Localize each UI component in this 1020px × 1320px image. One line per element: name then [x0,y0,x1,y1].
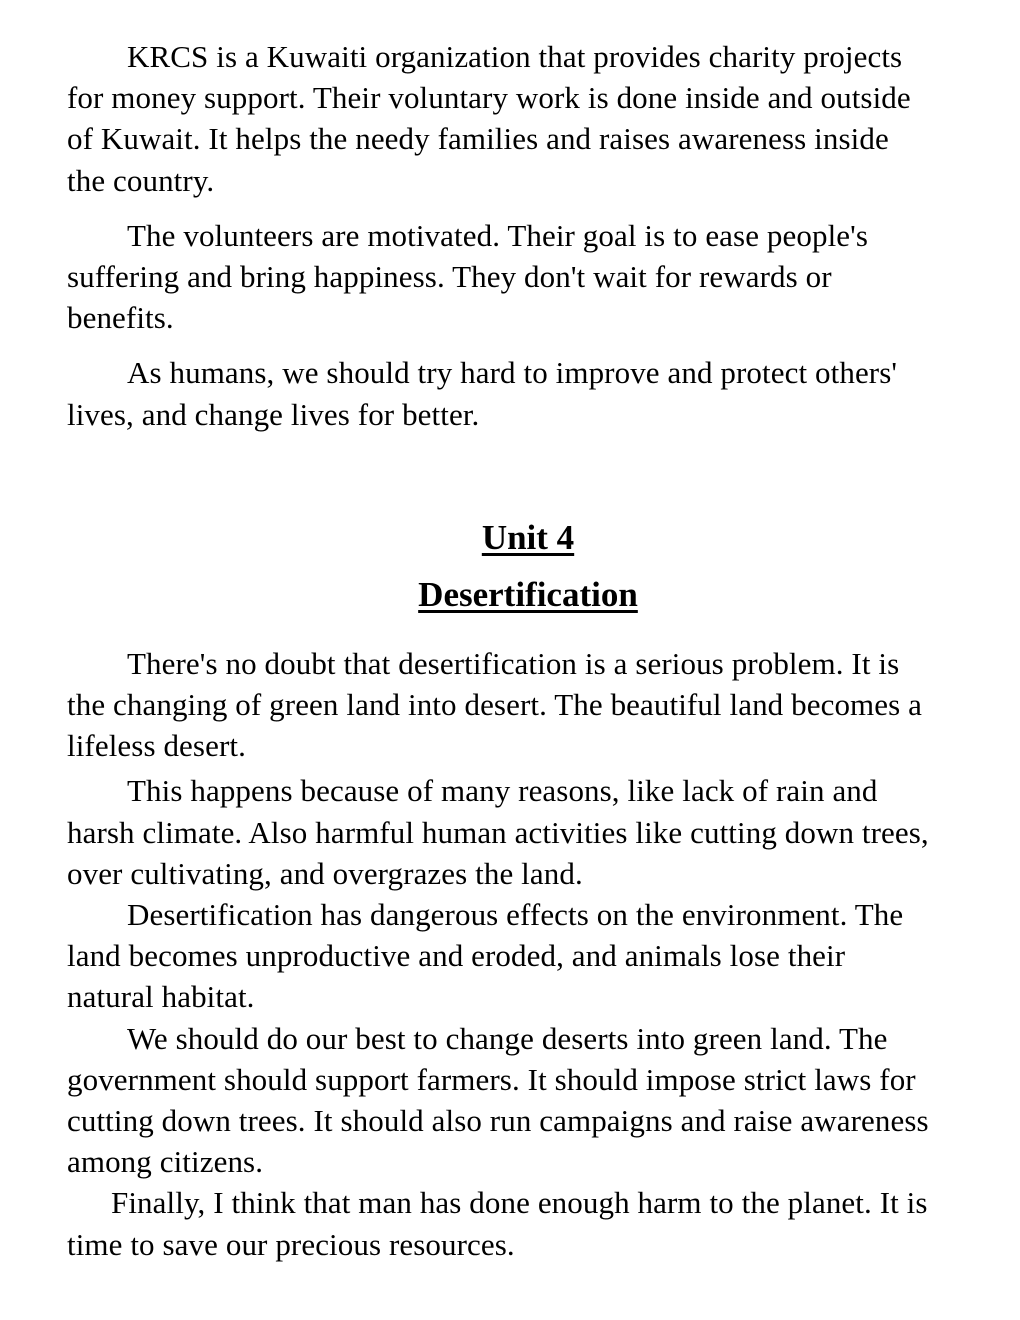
paragraph-desertification-intro: There's no doubt that desertification is a serious problem. It is the changing of green land into desert. The beautiful land becomes a lifeless desert. [67,645,922,764]
heading-unit-number-text: Unit 4 [481,517,575,557]
paragraph-volunteers: The volunteers are motivated. Their goal is to ease people's suffering and bring happiness. They don't wait for rewards or benefits. [67,217,868,336]
unit-heading-block [67,509,989,623]
paragraph-solutions: We should do our best to change deserts into green land. The government should support farmers. It should impose strict laws for cutting down trees. It should also run campaigns and raise awareness among citizens. [67,1020,929,1180]
paragraph-causes: This happens because of many reasons, like lack of rain and harsh climate. Also harmful human activities like cutting down trees, over cultivating, and overgrazes the land. [67,773,929,891]
paragraph-conclusion: Finally, I think that man has done enough harm to the planet. It is time to save our precious resources. [67,1185,928,1262]
heading-unit-topic-text: Desertification [418,574,638,614]
document-page [67,36,989,1265]
heading-unit-topic [67,566,989,623]
paragraph-as-humans: As humans, we should try hard to improve and protect others' lives, and change lives for better. [67,355,898,432]
paragraph-krcs-intro: KRCS is a Kuwaiti organization that provides charity projects for money support. Their voluntary work is done inside and outside of Kuwait. It helps the needy families and raises awareness inside the country. [67,39,911,198]
heading-unit-number [67,509,989,566]
paragraph-effects: Desertification has dangerous effects on the environment. The land becomes unproductive and eroded, and animals lose their natural habitat. [67,897,904,1015]
